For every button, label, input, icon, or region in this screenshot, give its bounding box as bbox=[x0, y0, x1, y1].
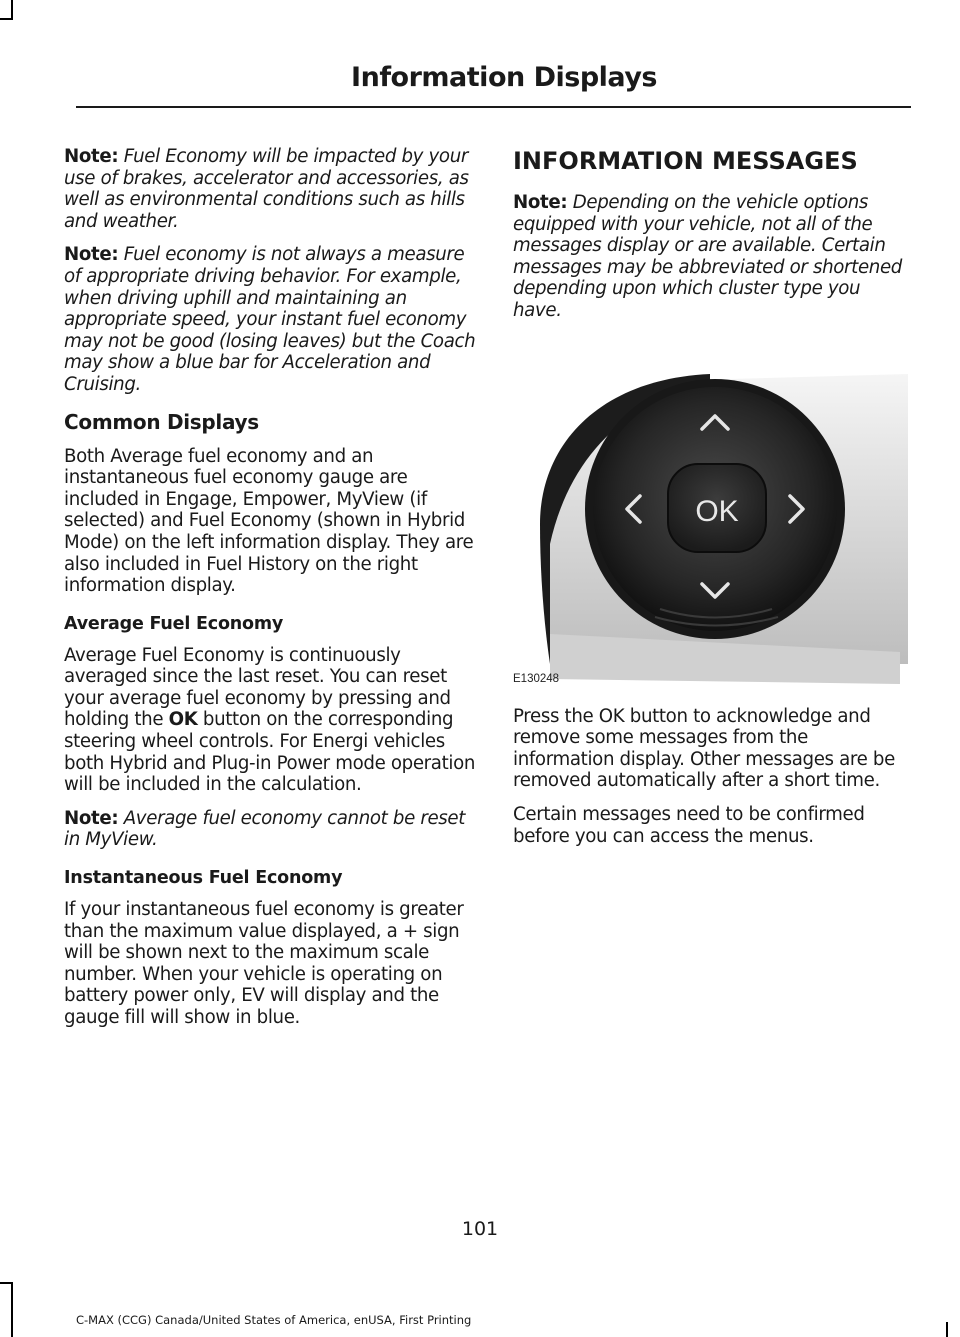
note-vehicle-options bbox=[513, 192, 911, 322]
note-label: Note: bbox=[64, 244, 119, 266]
ok-keyword: OK bbox=[168, 709, 198, 731]
note-text: Fuel Economy will be impacted by your use of brakes, accelerator and accessories, as well as environmental conditions such as hills and weather. bbox=[64, 146, 469, 232]
crop-mark-bottom-left bbox=[11, 1282, 13, 1337]
right-column bbox=[513, 146, 911, 859]
left-column bbox=[64, 146, 478, 1041]
crop-mark-bottom-left-h bbox=[0, 1282, 13, 1284]
paragraph-press-ok: Press the OK button to acknowledge and remove some messages from the information display. Other messages are be removed automatically after a short time. bbox=[513, 705, 895, 792]
note-myview-reset bbox=[64, 808, 478, 851]
paragraph-average-fuel-economy: Average Fuel Economy is continuously averaged since the last reset. You can reset your average fuel economy by pressing and holding the OK button on the corresponding steering wheel controls. For Energi vehicles both Hybrid and Plug-in Power mode operation will be included in the calculation. bbox=[64, 644, 476, 796]
note-text: Depending on the vehicle options equipped with your vehicle, not all of the messages display or are available. Certain messages may be abbreviated or shortened depending upon which cluster type you have. bbox=[513, 192, 903, 321]
heading-information-messages: INFORMATION MESSAGES bbox=[513, 147, 858, 175]
steering-wheel-controls-figure bbox=[510, 334, 908, 692]
steering-wheel-illustration bbox=[510, 334, 908, 692]
heading-average-fuel-economy: Average Fuel Economy bbox=[64, 613, 284, 634]
paragraph-confirm-messages: Certain messages need to be confirmed before you can access the menus. bbox=[513, 803, 865, 847]
heading-common-displays: Common Displays bbox=[64, 409, 259, 434]
page-number: 101 bbox=[461, 1218, 499, 1240]
crop-mark-top-left-h bbox=[0, 18, 13, 20]
note-label: Note: bbox=[513, 192, 568, 213]
page-header-title: Information Displays bbox=[351, 62, 657, 93]
crop-mark-top-left bbox=[11, 0, 13, 20]
ok-button-label: OK bbox=[695, 494, 739, 528]
note-driving-behavior bbox=[64, 244, 478, 395]
note-fuel-economy-impact bbox=[64, 146, 478, 232]
crop-mark-bottom-right bbox=[946, 1322, 948, 1337]
heading-instantaneous-fuel-economy: Instantaneous Fuel Economy bbox=[64, 868, 343, 889]
paragraph-instantaneous-fuel-economy: If your instantaneous fuel economy is greater than the maximum value displayed, a + sign will be shown next to the maximum scale number. When your vehicle is operating on battery power only, EV will display and the gauge fill will show in blue. bbox=[64, 899, 464, 1028]
paragraph-common-displays: Both Average fuel economy and an instantaneous fuel economy gauge are included in Engage, Empower, MyView (if selected) and Fuel Economy (shown in Hybrid Mode) on the left information display. They are also included in Fuel History on the right information display. bbox=[64, 445, 474, 597]
header-rule bbox=[76, 106, 911, 108]
footer-edition-info: C-MAX (CCG) Canada/United States of America, enUSA, First Printing bbox=[76, 1313, 472, 1327]
figure-id: E130248 bbox=[513, 672, 560, 685]
note-text: Fuel economy is not always a measure of appropriate driving behavior. For example, when driving uphill and maintaining an appropriate speed, your instant fuel economy may not be good (losing leaves) but the Coach may show a blue bar for Acceleration and Cruising. bbox=[64, 244, 476, 395]
note-text: Average fuel economy cannot be reset in MyView. bbox=[64, 807, 466, 851]
note-label: Note: bbox=[64, 146, 119, 167]
note-label: Note: bbox=[64, 807, 119, 829]
